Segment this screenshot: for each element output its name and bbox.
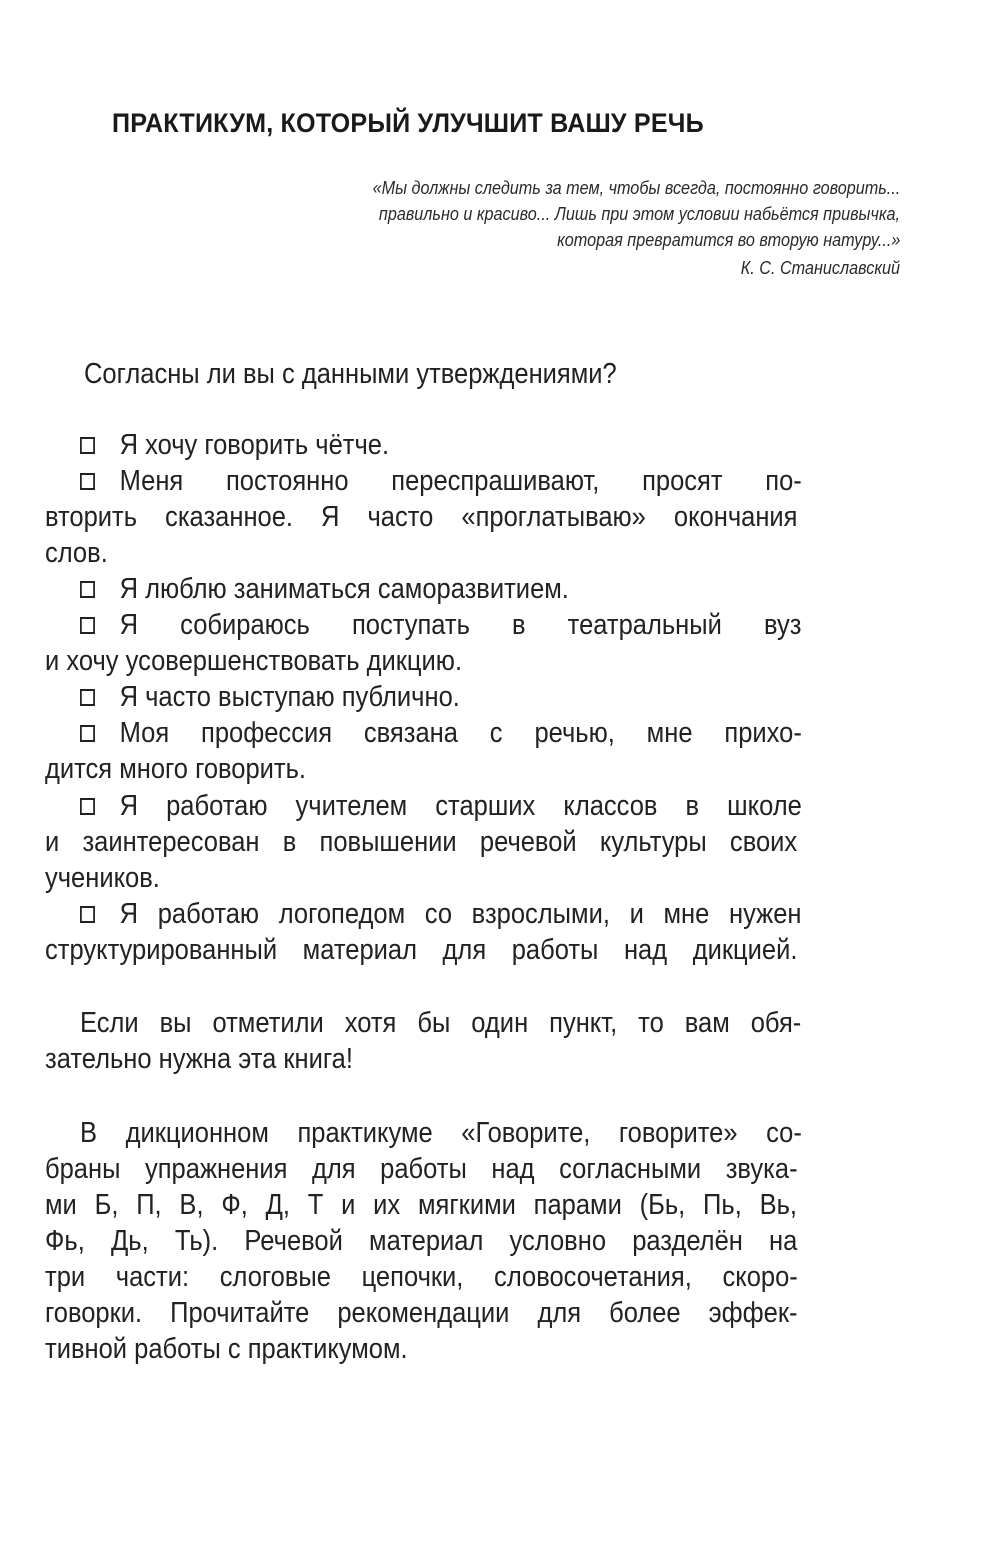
checklist-item[interactable]	[80, 572, 802, 606]
epigraph-line: «Мы должны следить за тем, чтобы всегда, постоянно говорить...	[372, 178, 900, 198]
page-title: ПРАКТИКУМ, КОТОРЫЙ УЛУЧШИТ ВАШУ РЕЧЬ	[112, 108, 704, 138]
checklist-text: Я люблю заниматься саморазвитием.	[119, 573, 569, 605]
checklist-item[interactable]	[80, 789, 802, 823]
checkbox-icon[interactable]	[80, 581, 95, 598]
description-line: браны упражнения для работы над согласными звука-	[45, 1153, 798, 1185]
checklist-text: Я работаю логопедом со взрослыми, и мне нужен	[119, 898, 802, 930]
checklist-text-line: структурированный материал для работы над дикцией.	[45, 934, 798, 966]
checklist-text-line: дится много говорить.	[45, 753, 307, 785]
checklist-text: Я часто выступаю публично.	[119, 681, 460, 713]
checklist-text: Я работаю учителем старших классов в школе	[119, 790, 802, 822]
checklist-item[interactable]	[80, 464, 802, 498]
checklist-item[interactable]	[80, 608, 802, 642]
checklist-item[interactable]	[80, 680, 802, 714]
description-line: тивной работы с практикумом.	[45, 1333, 408, 1365]
conclusion-line: Если вы отметили хотя бы один пункт, то вам обя-	[80, 1007, 802, 1039]
epigraph-line: которая превратится во вторую натуру...»	[556, 230, 900, 250]
description-line: говорки. Прочитайте рекомендации для более эффек-	[45, 1297, 798, 1329]
checkbox-icon[interactable]	[80, 473, 95, 490]
checklist-text: Я хочу говорить чётче.	[119, 429, 390, 461]
checklist-text-line: вторить сказанное. Я часто «проглатываю» окончания	[45, 501, 798, 533]
checklist-text: Меня постоянно переспрашивают, просят по-	[119, 465, 802, 497]
description-line: ми Б, П, В, Ф, Д, Т и их мягкими парами (Бь, Пь, Вь,	[45, 1189, 797, 1221]
checkbox-icon[interactable]	[80, 617, 95, 634]
question: Согласны ли вы с данными утверждениями?	[84, 358, 617, 390]
checkbox-icon[interactable]	[80, 798, 95, 815]
checkbox-icon[interactable]	[80, 906, 95, 923]
checkbox-icon[interactable]	[80, 689, 95, 706]
description-line: Фь, Дь, Ть). Речевой материал условно разделён на	[45, 1225, 798, 1257]
checklist-text: Я собираюсь поступать в театральный вуз	[119, 609, 802, 641]
checklist-text-line: и заинтересован в повышении речевой культуры своих	[45, 826, 798, 858]
conclusion-line: зательно нужна эта книга!	[45, 1043, 353, 1075]
description-line: В дикционном практикуме «Говорите, говорите» со-	[80, 1117, 802, 1149]
checklist-item[interactable]	[80, 428, 802, 462]
epigraph-author: К. С. Станиславский	[740, 258, 900, 278]
checkbox-icon[interactable]	[80, 437, 95, 454]
description-line: три части: слоговые цепочки, словосочетания, скоро-	[45, 1261, 798, 1293]
checklist-item[interactable]	[80, 716, 802, 750]
checklist-text: Моя профессия связана с речью, мне прихо-	[119, 717, 802, 749]
checklist-text-line: слов.	[45, 537, 108, 569]
checkbox-icon[interactable]	[80, 725, 95, 742]
checklist-text-line: и хочу усовершенствовать дикцию.	[45, 645, 463, 677]
checklist-text-line: учеников.	[45, 862, 160, 894]
epigraph-line: правильно и красиво... Лишь при этом условии набьётся привычка,	[378, 204, 900, 224]
checklist-item[interactable]	[80, 897, 802, 931]
